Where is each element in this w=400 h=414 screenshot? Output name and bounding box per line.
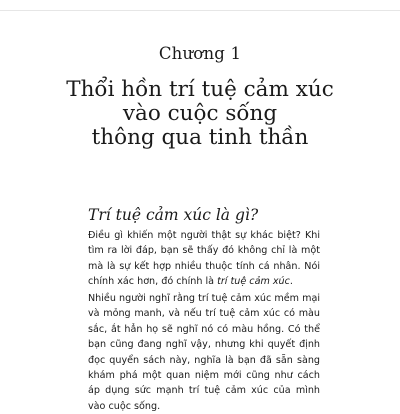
chapter-title-line-3: thông qua tinh thần	[91, 125, 309, 150]
paragraph-1-end: .	[289, 276, 293, 288]
paragraph-2: Nhiều người nghĩ rằng trí tuệ cảm xúc mềm mại và mỏng manh, và nếu trí tuệ cảm xúc có màu sắc, ắt hẳn họ sẽ nghĩ nó có màu hồng. Có thể bạn cũng đang nghĩ vậy, nhưng khi quyết định đọc quyển sách này, nghĩa là bạn đã sẵn sàng khám phá một quan niệm mới cũng như cách áp dụng sức mạnh trí tuệ cảm xúc của mình vào cuộc sống.	[88, 293, 320, 412]
chapter-label: Chương 1	[158, 44, 242, 63]
page-top-edge	[0, 10, 400, 11]
paragraph-1-emphasis: trí tuệ cảm xúc	[217, 276, 290, 288]
section-heading: Trí tuệ cảm xúc là gì?	[88, 206, 259, 224]
paragraph-1-text: Điều gì khiến một người thật sự khác biệt? Khi tìm ra lời đáp, bạn sẽ thấy đó không chỉ là một mà là sự kết hợp nhiều thuộc tính cá nhân. Nói chính xác hơn, đó chính là	[88, 230, 320, 288]
paragraph-1	[88, 228, 320, 290]
chapter-title-line-1: Thổi hồn trí tuệ cảm xúc	[66, 77, 334, 102]
chapter-title-line-2: vào cuộc sống	[122, 101, 278, 126]
